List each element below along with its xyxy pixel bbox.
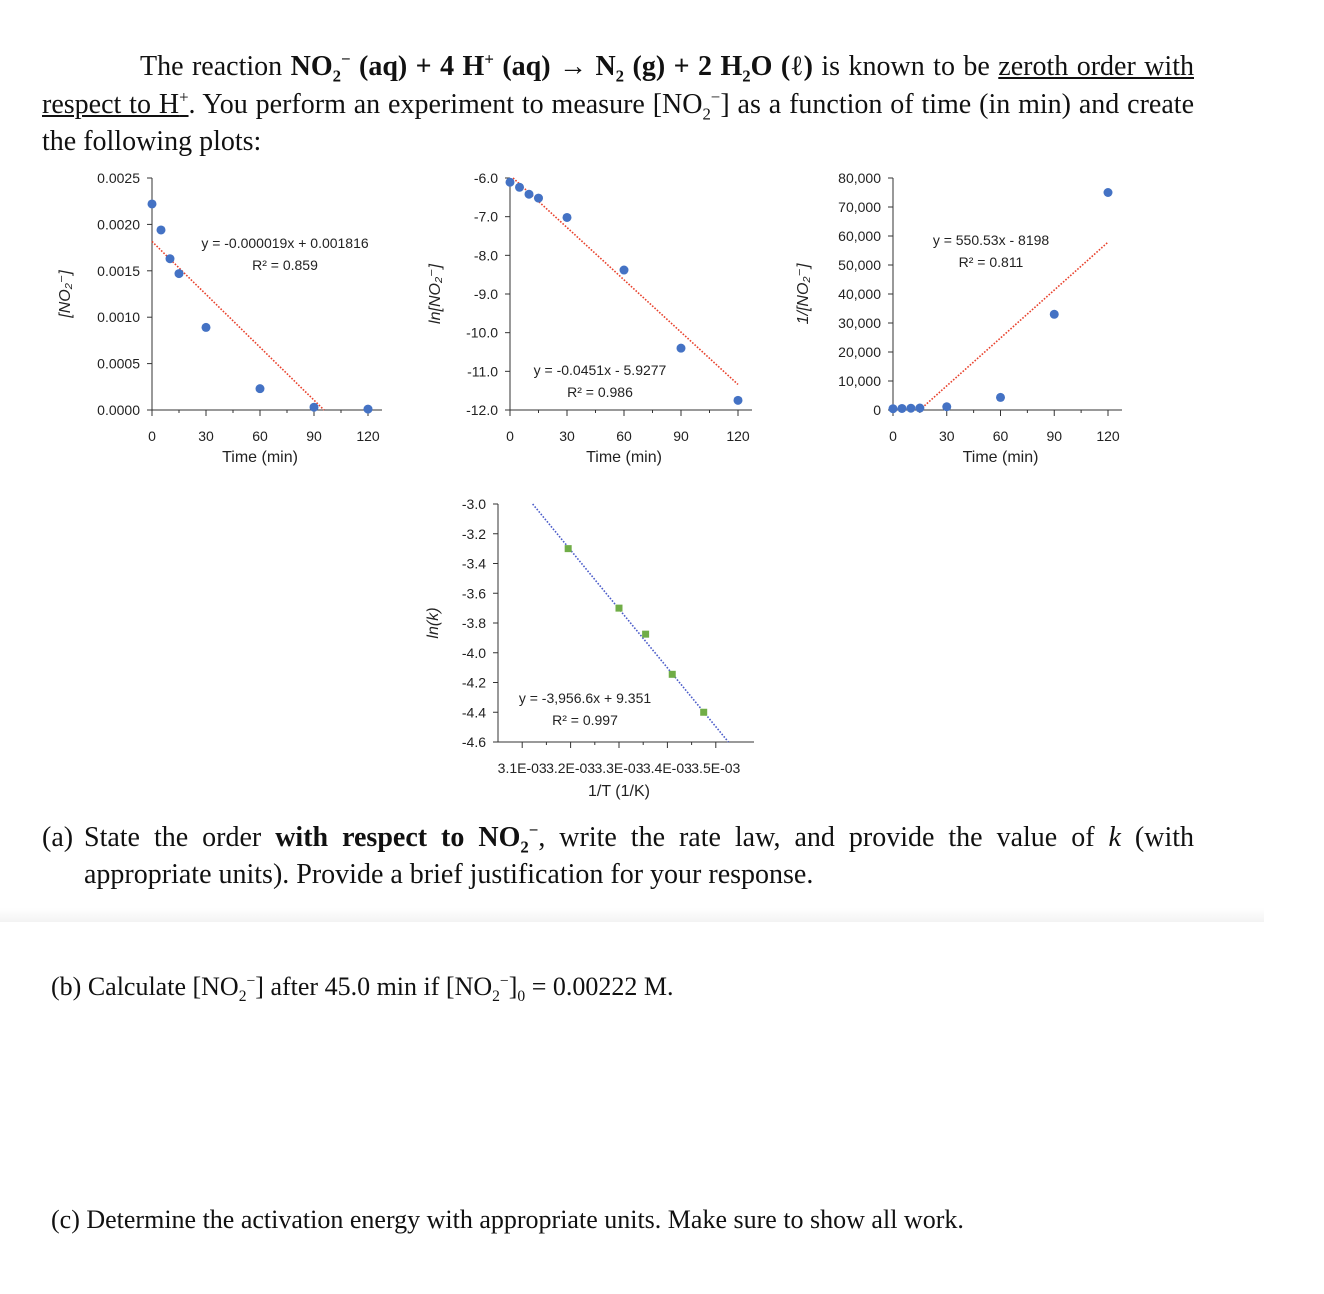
y-tick-label: 0.0010 bbox=[97, 309, 140, 326]
data-point bbox=[897, 404, 906, 413]
intro-lead: The reaction bbox=[140, 51, 283, 82]
y-axis-title: ln[NO₂⁻] bbox=[427, 264, 444, 324]
x-tick-label: 0 bbox=[889, 428, 897, 444]
question-part-b: (b) Calculate $[NO_2^-]$ after 45.0 min if $[NO_2^-]_0 = 0.00222$ M. bbox=[51, 972, 674, 1006]
y-tick-label: -11.0 bbox=[467, 363, 498, 380]
x-tick-label: 90 bbox=[673, 428, 689, 444]
data-point bbox=[565, 545, 572, 552]
trendline-r-squared: R² = 0.859 bbox=[252, 257, 318, 273]
x-tick-label: 60 bbox=[992, 428, 1009, 444]
data-point bbox=[642, 631, 649, 638]
data-point bbox=[1050, 310, 1059, 319]
question-part-c: (c) Determine the activation energy with appropriate units. Make sure to show all work. bbox=[51, 1205, 964, 1234]
trendline-equation: y = -3,956.6x + 9.351 bbox=[518, 690, 652, 706]
y-tick-label: -4.2 bbox=[461, 674, 486, 691]
y-tick-label: 0 bbox=[873, 402, 881, 418]
x-tick-label: 90 bbox=[1046, 428, 1063, 444]
x-axis-title: Time (min) bbox=[222, 449, 298, 466]
y-tick-label: 60,000 bbox=[838, 228, 881, 244]
chart-arrhenius-lnk-vs-inverse-t bbox=[0, 490, 1324, 810]
y-tick-label: -4.0 bbox=[461, 644, 486, 661]
y-tick-label: 50,000 bbox=[838, 257, 881, 273]
y-tick-label: -12.0 bbox=[466, 402, 498, 418]
x-tick-label: 0 bbox=[148, 428, 156, 444]
y-tick-label: -3.8 bbox=[461, 615, 486, 631]
x-tick-label: 3.3E-03 bbox=[594, 760, 644, 776]
x-axis-title: 1/T (1/K) bbox=[588, 783, 650, 800]
y-tick-label: 0.0020 bbox=[97, 216, 140, 233]
y-tick-label: -4.6 bbox=[461, 734, 486, 750]
problem-intro: The reaction $NO_2^-$ (aq) + 4 H+ $(aq) \to N_2$ (g) + 2 $H_2O$ (ℓ) is known to be zeroth order with respect to H+. You perform an experiment to measure $[NO_2^-]$ as a function of time (in min) and create the following plots: bbox=[42, 49, 1194, 157]
x-tick-label: 3.5E-03 bbox=[691, 760, 741, 776]
x-tick-label: 30 bbox=[198, 428, 214, 444]
data-point bbox=[616, 605, 623, 612]
y-tick-label: -10.0 bbox=[466, 324, 498, 341]
chart-inverse-concentration-vs-time bbox=[0, 160, 1324, 480]
x-tick-label: 0 bbox=[506, 428, 514, 444]
y-tick-label: 30,000 bbox=[838, 315, 881, 331]
y-axis-title: 1/[NO₂⁻] bbox=[795, 263, 812, 325]
y-tick-label: -6.0 bbox=[473, 170, 498, 186]
y-axis-title: ln(k) bbox=[425, 607, 442, 639]
trendline-equation: y = -0.0451x - 5.9277 bbox=[533, 362, 667, 378]
question-part-a: (a) State the order with respect to $NO_2^-$, write the rate law, and provide the value of k (with appropriate units). Provide a brief justification for your response. bbox=[42, 820, 1195, 890]
y-tick-label: -3.6 bbox=[461, 585, 486, 602]
y-tick-label: 40,000 bbox=[838, 286, 881, 302]
x-axis-title: Time (min) bbox=[962, 449, 1039, 466]
data-point bbox=[1104, 188, 1113, 197]
y-tick-label: 0.0000 bbox=[97, 402, 140, 418]
y-tick-label: 80,000 bbox=[838, 170, 881, 186]
data-point bbox=[996, 393, 1005, 402]
x-tick-label: 3.4E-03 bbox=[642, 760, 692, 776]
data-point bbox=[669, 671, 676, 678]
x-tick-label: 90 bbox=[306, 428, 322, 444]
data-point bbox=[906, 404, 915, 413]
zeroth-order-note: zeroth order with respect to H+ bbox=[42, 51, 1194, 120]
data-point bbox=[942, 402, 951, 411]
x-tick-label: 120 bbox=[1096, 428, 1120, 444]
y-axis-title: [NO₂⁻] bbox=[57, 270, 74, 318]
trendline-r-squared: R² = 0.811 bbox=[958, 254, 1024, 270]
trendline-equation: y = 550.53x - 8198 bbox=[932, 232, 1050, 248]
y-tick-label: 20,000 bbox=[838, 344, 881, 360]
x-tick-label: 3.1E-03 bbox=[497, 760, 547, 776]
y-tick-label: -3.0 bbox=[461, 496, 486, 512]
x-tick-label: 120 bbox=[356, 428, 380, 444]
x-tick-label: 60 bbox=[616, 428, 632, 444]
y-tick-label: -4.4 bbox=[461, 704, 486, 721]
page-divider bbox=[0, 908, 1264, 922]
y-tick-label: -3.2 bbox=[461, 525, 486, 542]
y-tick-label: 0.0015 bbox=[97, 262, 140, 279]
data-point bbox=[889, 404, 898, 413]
trendline-equation: y = -0.000019x + 0.001816 bbox=[201, 235, 369, 251]
y-tick-label: -8.0 bbox=[473, 247, 498, 264]
y-tick-label: 10,000 bbox=[838, 373, 881, 389]
y-tick-label: 0.0025 bbox=[97, 170, 140, 186]
trendline-r-squared: R² = 0.997 bbox=[552, 712, 618, 728]
trendline bbox=[533, 504, 729, 742]
x-axis-title: Time (min) bbox=[586, 449, 662, 466]
x-tick-label: 30 bbox=[559, 428, 575, 444]
x-tick-label: 60 bbox=[252, 428, 268, 444]
x-tick-label: 120 bbox=[726, 428, 750, 444]
reaction-equation: $NO_2^-$ (aq) + 4 H+ $(aq) \to N_2$ (g) + 2 $H_2O$ (ℓ) bbox=[290, 49, 813, 86]
y-tick-label: 0.0005 bbox=[97, 355, 140, 372]
trendline-r-squared: R² = 0.986 bbox=[567, 384, 633, 400]
x-tick-label: 3.2E-03 bbox=[546, 760, 596, 776]
data-point bbox=[915, 404, 924, 413]
data-point bbox=[700, 709, 707, 716]
y-tick-label: 70,000 bbox=[838, 199, 881, 215]
y-tick-label: -9.0 bbox=[473, 286, 498, 302]
y-tick-label: -7.0 bbox=[473, 208, 498, 225]
x-tick-label: 30 bbox=[938, 428, 955, 444]
y-tick-label: -3.4 bbox=[461, 555, 486, 572]
